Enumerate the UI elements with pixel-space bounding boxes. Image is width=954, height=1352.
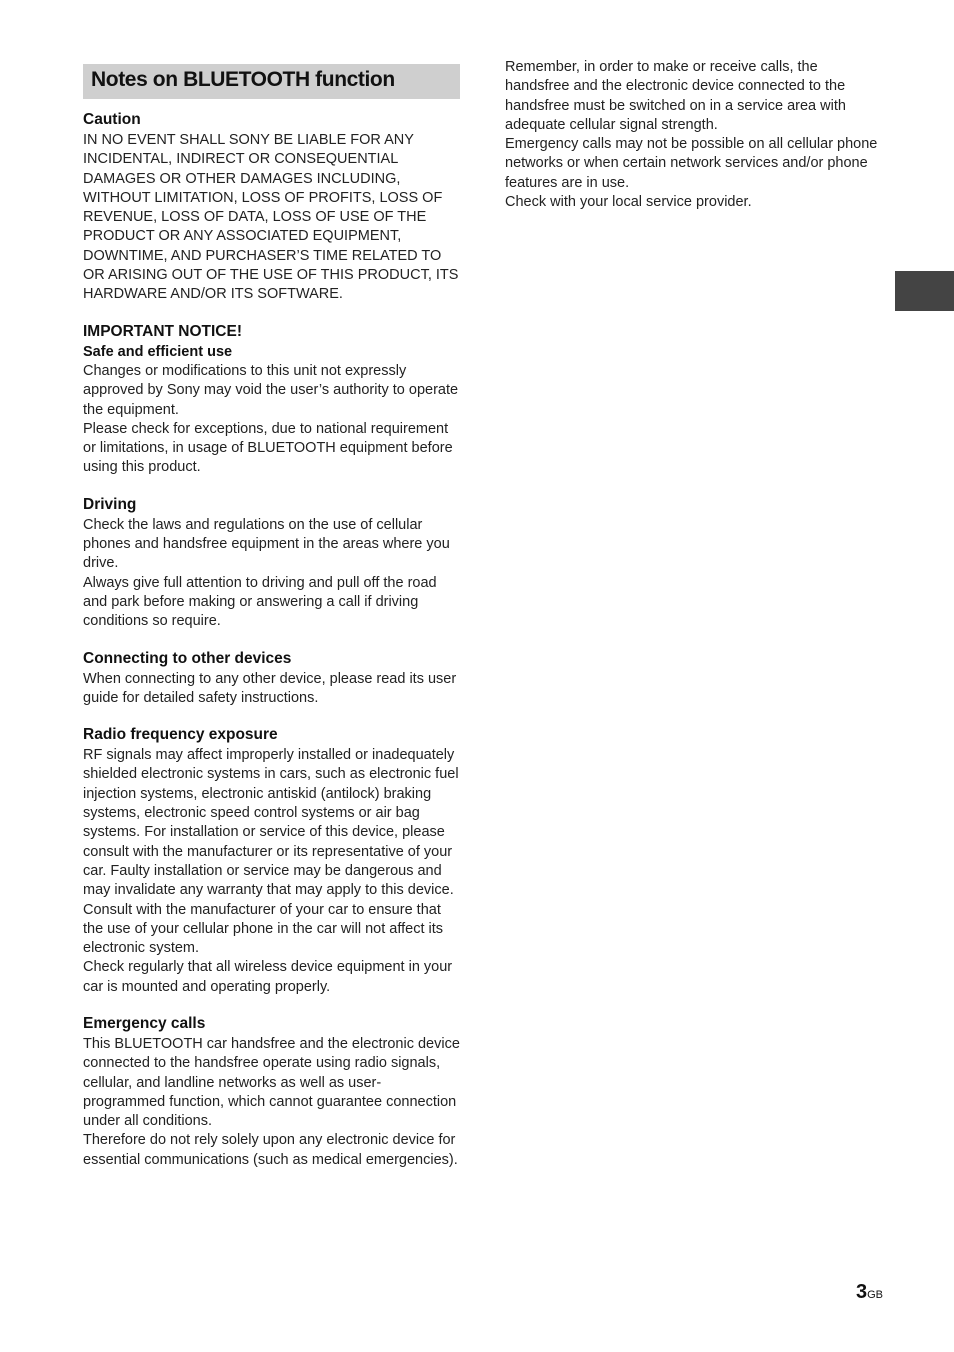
- page-number-suffix: GB: [867, 1289, 884, 1301]
- connecting-section: [83, 648, 461, 709]
- caution-section: [83, 109, 461, 305]
- emergency-calls-heading: Emergency calls: [83, 1014, 206, 1032]
- language-side-tab: [895, 271, 954, 311]
- emergency-calls-text-1: This BLUETOOTH car handsfree and the electronic device connected to the handsfree operate using radio signals, cellular, and landline networks as well as user-programmed function, which cannot guarantee connection under all conditions.: [83, 1035, 460, 1130]
- right-column: [505, 58, 885, 212]
- page-title: Notes on BLUETOOTH function: [91, 68, 395, 91]
- left-column: [83, 109, 461, 1186]
- caution-heading: Caution: [83, 111, 141, 128]
- radio-frequency-section: [83, 724, 461, 997]
- radio-frequency-text-1: RF signals may affect improperly installed or inadequately shielded electronic systems in cars, such as electronic fuel injection systems, electronic antiskid (antilock) braking systems, electronic speed control systems or air bag systems. For installation or service of this device, please consult with the manufacturer or its representative of your car. Faulty installation or service may be dangerous and may invalidate any warranty that may apply to this device.: [83, 747, 459, 899]
- driving-heading: Driving: [83, 495, 137, 513]
- important-notice-text-2: Please check for exceptions, due to national requirement or limitations, in usage of BLUETOOTH equipment before using this product.: [83, 420, 453, 476]
- right-column-text-3: Check with your local service provider.: [505, 194, 752, 211]
- radio-frequency-text-2: Consult with the manufacturer of your car to ensure that the use of your cellular phone in the car will not affect its electronic system.: [83, 901, 444, 957]
- right-column-text-1: Remember, in order to make or receive calls, the handsfree and the electronic device connected to the handsfree must be switched on in a service area with adequate cellular signal strength.: [505, 59, 846, 133]
- emergency-calls-section: [83, 1013, 461, 1170]
- driving-text-1: Check the laws and regulations on the use of cellular phones and handsfree equipment in the areas where you drive.: [83, 516, 450, 572]
- important-notice-section: [83, 321, 461, 478]
- caution-text: IN NO EVENT SHALL SONY BE LIABLE FOR ANY INCIDENTAL, INDIRECT OR CONSEQUENTIAL DAMAGES OR OTHER DAMAGES INCLUDING, WITHOUT LIMITATION, LOSS OF PROFITS, LOSS OF REVENUE, LOSS OF DATA, LOSS OF USE OF THE PRODUCT OR ANY ASSOCIATED EQUIPMENT, DOWNTIME, AND PURCHASER’S TIME RELATED TO OR ARISING OUT OF THE USE OF THIS PRODUCT, ITS HARDWARE AND/OR ITS SOFTWARE.: [83, 132, 459, 303]
- section-title-bar: [83, 64, 460, 99]
- radio-frequency-text-3: Check regularly that all wireless device equipment in your car is mounted and operating properly.: [83, 959, 453, 995]
- emergency-calls-text-2: Therefore do not rely solely upon any electronic device for essential communications (such as medical emergencies).: [83, 1132, 458, 1168]
- right-column-text-2: Emergency calls may not be possible on all cellular phone networks or when certain network services and/or phone features are in use.: [505, 136, 878, 191]
- radio-frequency-heading: Radio frequency exposure: [83, 726, 278, 744]
- connecting-heading: Connecting to other devices: [83, 649, 292, 667]
- important-notice-heading: IMPORTANT NOTICE!: [83, 322, 243, 340]
- safe-use-subheading: Safe and efficient use: [83, 343, 233, 360]
- page-number-value: 3: [856, 1281, 868, 1303]
- page-number: [856, 1281, 883, 1304]
- driving-section: [83, 494, 461, 632]
- driving-text-2: Always give full attention to driving and pull off the road and park before making or answering a call if driving conditions so require.: [83, 574, 437, 630]
- connecting-text: When connecting to any other device, please read its user guide for detailed safety instructions.: [83, 670, 457, 706]
- important-notice-text-1: Changes or modifications to this unit not expressly approved by Sony may void the user’s authority to operate the equipment.: [83, 362, 459, 418]
